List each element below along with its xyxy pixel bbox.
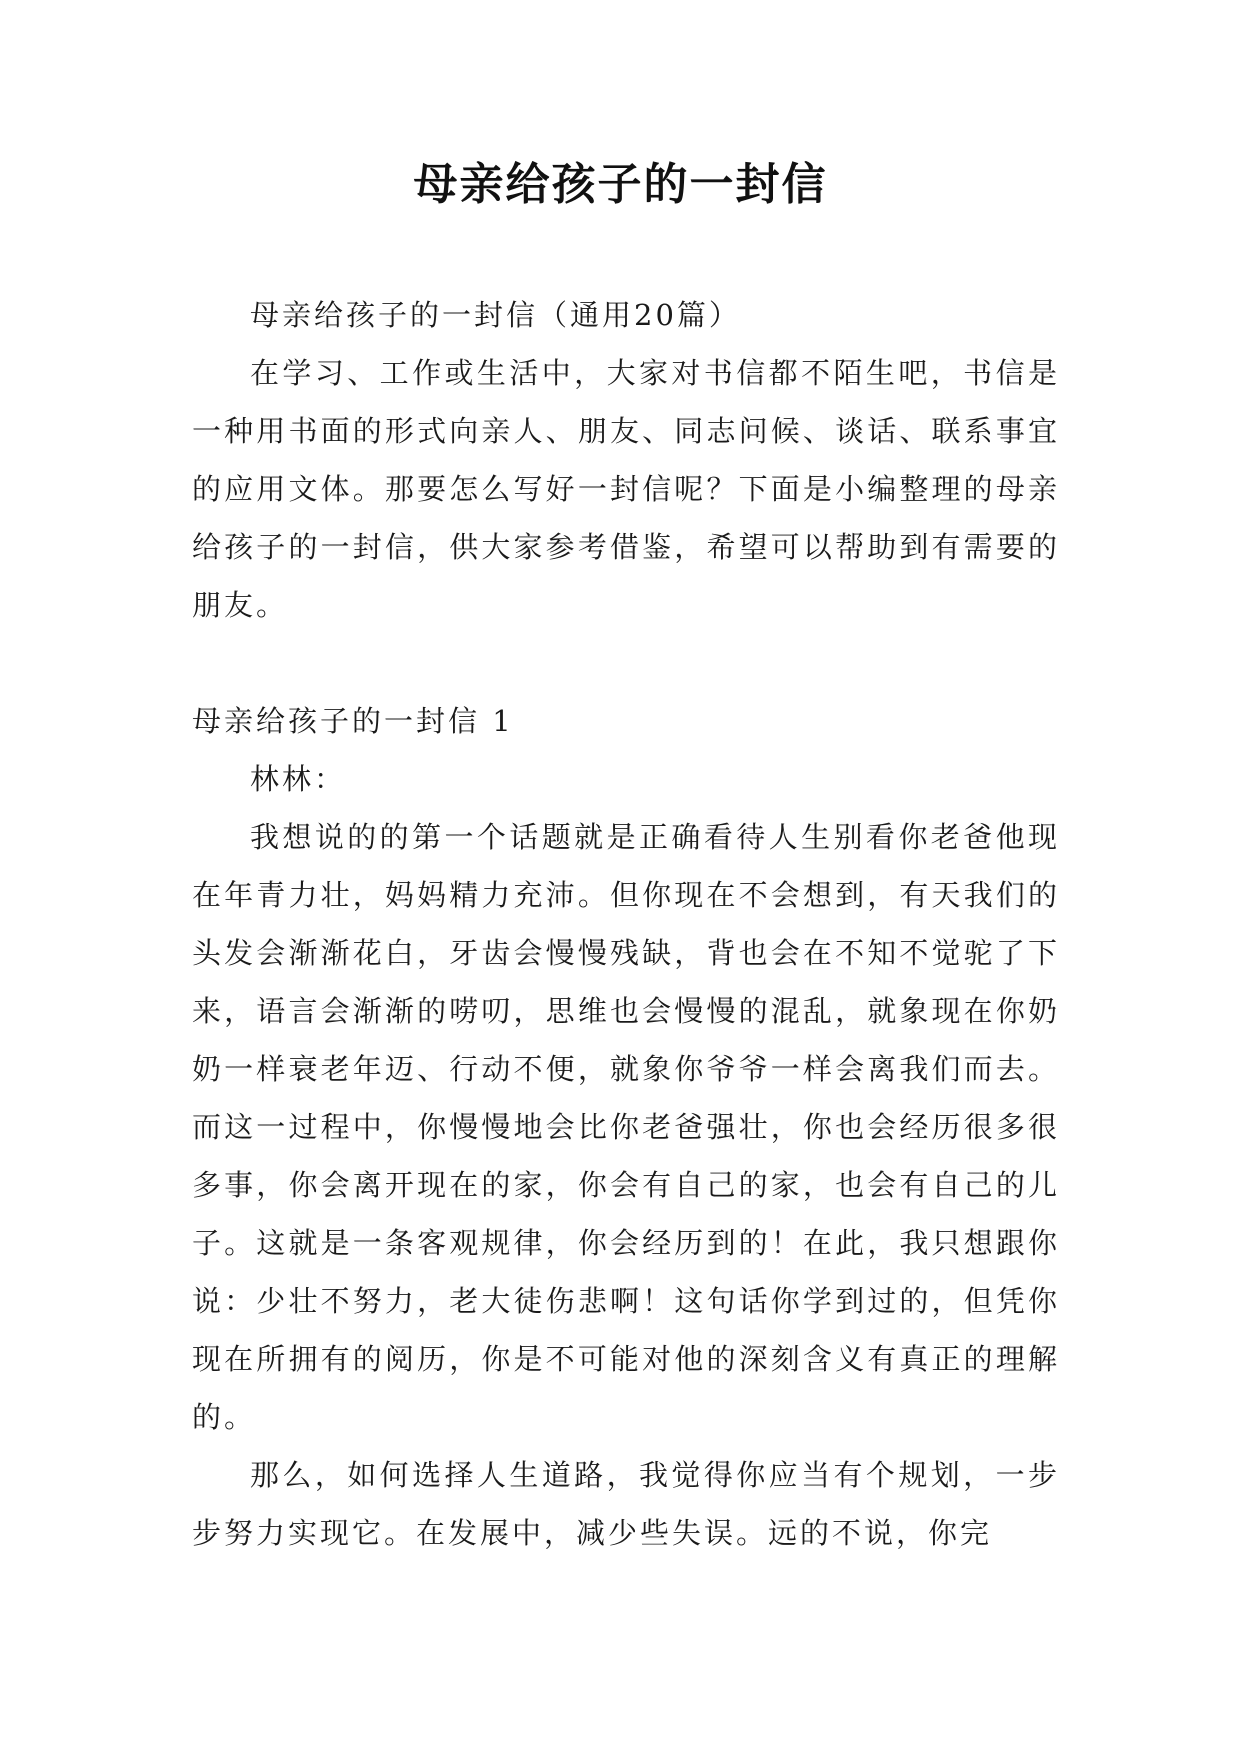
letter-heading: 母亲给孩子的一封信 1 xyxy=(192,704,514,738)
letter-salutation: 林林： xyxy=(250,762,347,796)
letter-paragraph: 我想说的的第一个话题就是正确看待人生别看你老爸他现在年青力壮，妈妈精力充沛。但你现在不会想到，有天我们的头发会渐渐花白，牙齿会慢慢残缺，背也会在不知不觉驼了下来，语言会渐渐的唠叨，思维也会慢慢的混乱，就象现在你奶奶一样衰老年迈、行动不便，就象你爷爷一样会离我们而去。而这一过程中，你慢慢地会比你老爸强壮，你也会经历很多很多事，你会离开现在的家，你会有自己的家，也会有自己的儿子。这就是一条客观规律，你会经历到的！在此，我只想跟你说：少壮不努力，老大徒伤悲啊！这句话你学到过的，但凭你现在所拥有的阅历，你是不可能对他的深刻含义有真正的理解的。 xyxy=(192,820,1060,1434)
intro-paragraph: 在学习、工作或生活中，大家对书信都不陌生吧，书信是一种用书面的形式向亲人、朋友、同志问候、谈话、联系事宜的应用文体。那要怎么写好一封信呢？下面是小编整理的母亲给孩子的一封信，供大家参考借鉴，希望可以帮助到有需要的朋友。 xyxy=(192,356,1060,622)
document-subtitle: 母亲给孩子的一封信（通用20篇） xyxy=(250,298,741,332)
letter-paragraph: 那么，如何选择人生道路，我觉得你应当有个规划，一步步努力实现它。在发展中，减少些失误。远的不说，你完 xyxy=(192,1458,1060,1550)
document-body xyxy=(192,286,1060,1562)
document-title: 母亲给孩子的一封信 xyxy=(413,159,828,210)
